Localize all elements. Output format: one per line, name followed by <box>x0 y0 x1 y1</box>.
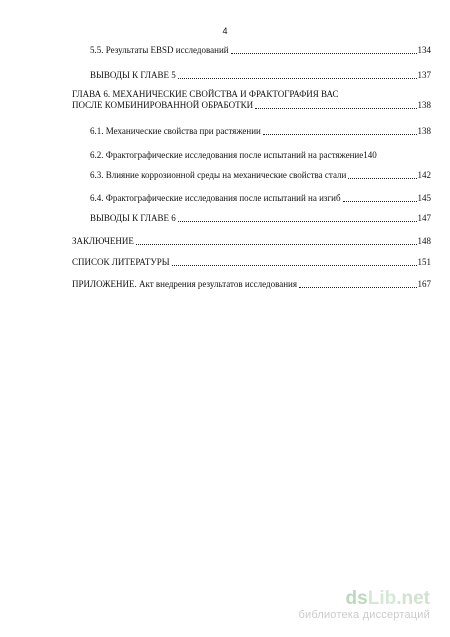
toc-chapter-line-2 <box>72 100 431 111</box>
toc-entry-5-5[interactable] <box>90 45 431 56</box>
dslib-subtitle: библиотека диссертаций <box>298 609 430 621</box>
toc-entry-title: СПИСОК ЛИТЕРАТУРЫ <box>72 257 170 267</box>
toc-entry-page: 140 <box>363 150 377 160</box>
toc-entry-6-2[interactable] <box>90 150 431 161</box>
toc-entry-appendix[interactable] <box>72 279 431 290</box>
toc-entry-title: 6.4. Фрактографические исследования после испытаний на изгиб <box>90 193 341 203</box>
toc-entry-page: 142 <box>417 170 431 180</box>
toc-entry-title: 6.2. Фрактографические исследования после испытаний на растяжение <box>90 150 364 160</box>
toc-chapter-title-line-1: ГЛАВА 6. МЕХАНИЧЕСКИЕ СВОЙСТВА И ФРАКТОГРАФИЯ ВАС <box>72 89 339 99</box>
toc-entry-title: 5.5. Результаты EBSD исследований <box>90 45 229 55</box>
toc-leader-dots <box>231 53 417 54</box>
toc-entry-page: 138 <box>417 126 431 136</box>
toc-leader-dots <box>348 178 416 179</box>
toc-entry-title: ЗАКЛЮЧЕНИЕ <box>72 236 134 246</box>
toc-entry-title: 6.3. Влияние коррозионной среды на механические свойства стали <box>90 170 347 180</box>
toc-chapter-6[interactable] <box>72 89 431 111</box>
toc-leader-dots <box>178 78 417 79</box>
dslib-logo: dsLib.net <box>345 588 430 609</box>
toc-entry-conclusion[interactable] <box>72 236 431 247</box>
toc-leader-dots <box>263 134 417 135</box>
toc-leader-dots <box>343 201 417 202</box>
toc-entry-page: 167 <box>417 279 431 289</box>
toc-chapter-title-line-2: ПОСЛЕ КОМБИНИРОВАННОЙ ОБРАБОТКИ <box>72 100 254 110</box>
toc-entry-title: ПРИЛОЖЕНИЕ. Акт внедрения результатов исследования <box>72 279 298 289</box>
toc-entry-6-1[interactable] <box>90 126 431 137</box>
toc-entry-6-3[interactable] <box>90 170 431 181</box>
toc-entry-page: 147 <box>417 213 431 223</box>
toc-leader-dots <box>136 244 417 245</box>
toc-entry-conclusions-ch6[interactable] <box>90 213 431 224</box>
toc-entry-page: 137 <box>417 70 431 80</box>
toc-leader-dots <box>255 108 416 109</box>
toc-entry-6-4[interactable] <box>90 193 431 204</box>
toc-entry-title: ВЫВОДЫ К ГЛАВЕ 6 <box>90 213 176 223</box>
toc-leader-dots <box>178 221 417 222</box>
toc-entry-title: 6.1. Механические свойства при растяжении <box>90 126 261 136</box>
toc-leader-dots <box>172 265 417 266</box>
dslib-watermark <box>298 589 430 621</box>
toc-entry-references[interactable] <box>72 257 431 268</box>
page-number: 4 <box>222 26 228 36</box>
toc-entry-conclusions-ch5[interactable] <box>90 70 431 81</box>
toc-leader-dots <box>299 287 416 288</box>
toc-entry-page: 138 <box>417 100 431 110</box>
toc-entry-page: 148 <box>417 236 431 246</box>
toc-entry-page: 134 <box>417 45 431 55</box>
toc-entry-page: 151 <box>417 257 431 267</box>
toc-entry-title: ВЫВОДЫ К ГЛАВЕ 5 <box>90 70 176 80</box>
toc-entry-page: 145 <box>417 193 431 203</box>
